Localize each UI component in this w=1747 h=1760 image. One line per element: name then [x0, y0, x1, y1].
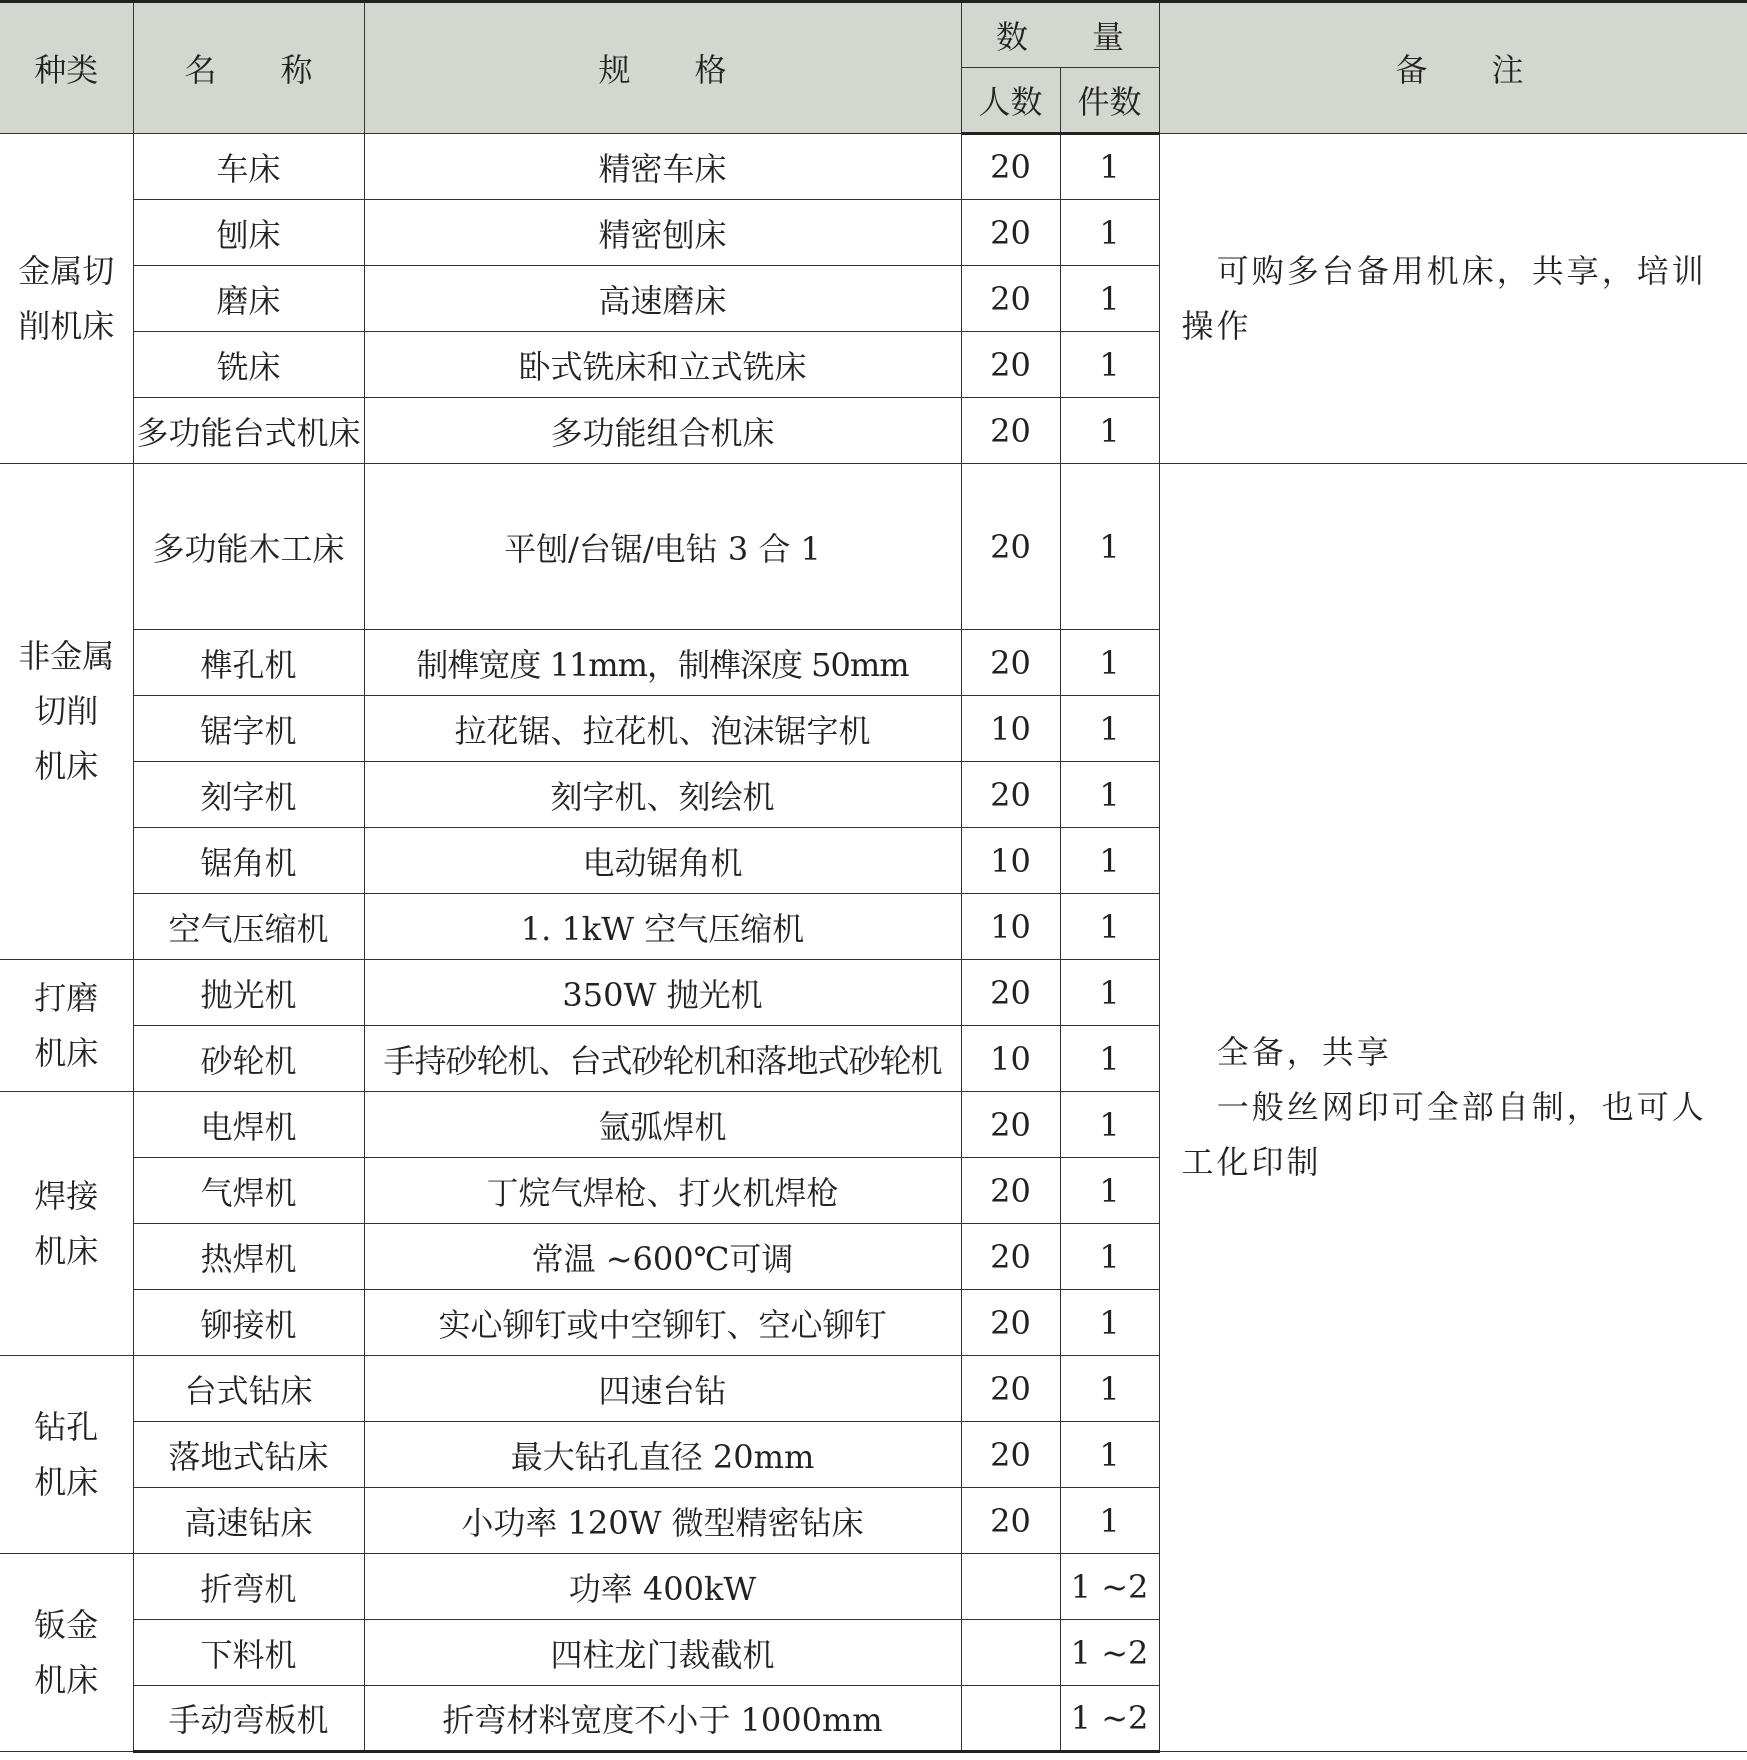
- item-name: 手动弯板机: [133, 1686, 364, 1752]
- item-people: 20: [961, 200, 1060, 266]
- item-spec: 小功率 120W 微型精密钻床: [364, 1488, 961, 1554]
- item-pieces: 1: [1060, 332, 1159, 398]
- item-people: 20: [961, 332, 1060, 398]
- item-spec: 多功能组合机床: [364, 398, 961, 464]
- remark-line: 可购多台备用机床，共享，培训操作: [1181, 251, 1707, 345]
- item-people: 20: [961, 1488, 1060, 1554]
- header-name: 名 称: [133, 2, 364, 134]
- item-pieces: 1: [1060, 1488, 1159, 1554]
- item-spec: 刻字机、刻绘机: [364, 762, 961, 828]
- item-spec: 手持砂轮机、台式砂轮机和落地式砂轮机: [364, 1026, 961, 1092]
- item-people: 20: [961, 464, 1060, 630]
- item-people: 10: [961, 1026, 1060, 1092]
- item-people: 20: [961, 1356, 1060, 1422]
- item-people: 10: [961, 894, 1060, 960]
- item-pieces: 1: [1060, 1290, 1159, 1356]
- item-people: [961, 1620, 1060, 1686]
- header-category: 种类: [0, 2, 133, 134]
- item-spec: 常温 ~600℃可调: [364, 1224, 961, 1290]
- item-people: 20: [961, 630, 1060, 696]
- item-pieces: 1 ~2: [1060, 1554, 1159, 1620]
- header-quantity: 数 量: [961, 2, 1159, 68]
- item-name: 折弯机: [133, 1554, 364, 1620]
- item-spec: 精密刨床: [364, 200, 961, 266]
- item-spec: 精密车床: [364, 134, 961, 200]
- item-name: 多功能台式机床: [133, 398, 364, 464]
- item-name: 多功能木工床: [133, 464, 364, 630]
- table-row: [0, 134, 1747, 200]
- item-pieces: 1: [1060, 134, 1159, 200]
- remark-line: 一般丝网印可全部自制，也可人工化印制: [1181, 1088, 1707, 1181]
- item-spec: 高速磨床: [364, 266, 961, 332]
- item-people: 10: [961, 828, 1060, 894]
- item-name: 榫孔机: [133, 630, 364, 696]
- category-cell: [0, 1554, 133, 1752]
- item-pieces: 1: [1060, 1092, 1159, 1158]
- category-line: 机床: [34, 1231, 99, 1270]
- item-pieces: 1: [1060, 464, 1159, 630]
- item-spec: 四柱龙门裁截机: [364, 1620, 961, 1686]
- category-cell: [0, 464, 133, 960]
- item-pieces: 1: [1060, 960, 1159, 1026]
- category-line: 机床: [34, 1660, 99, 1699]
- item-pieces: 1: [1060, 1026, 1159, 1092]
- category-line: 削机床: [18, 306, 115, 345]
- item-spec: 氩弧焊机: [364, 1092, 961, 1158]
- remark-cell: [1159, 134, 1747, 464]
- item-name: 锯字机: [133, 696, 364, 762]
- item-spec: 四速台钻: [364, 1356, 961, 1422]
- header-spec: 规 格: [364, 2, 961, 134]
- item-pieces: 1: [1060, 1158, 1159, 1224]
- item-pieces: 1: [1060, 1224, 1159, 1290]
- item-pieces: 1: [1060, 762, 1159, 828]
- item-name: 磨床: [133, 266, 364, 332]
- item-name: 刻字机: [133, 762, 364, 828]
- item-name: 下料机: [133, 1620, 364, 1686]
- item-people: 20: [961, 398, 1060, 464]
- item-pieces: 1: [1060, 828, 1159, 894]
- item-pieces: 1: [1060, 266, 1159, 332]
- item-spec: 功率 400kW: [364, 1554, 961, 1620]
- item-pieces: 1: [1060, 200, 1159, 266]
- item-people: 20: [961, 1224, 1060, 1290]
- category-cell: [0, 960, 133, 1092]
- remark-cell: [1159, 464, 1747, 1752]
- item-people: [961, 1554, 1060, 1620]
- item-pieces: 1: [1060, 630, 1159, 696]
- item-pieces: 1 ~2: [1060, 1620, 1159, 1686]
- item-spec: 平刨/台锯/电钻 3 合 1: [364, 464, 961, 630]
- item-spec: 最大钻孔直径 20mm: [364, 1422, 961, 1488]
- item-pieces: 1: [1060, 398, 1159, 464]
- category-line: 机床: [34, 747, 99, 785]
- item-people: 20: [961, 960, 1060, 1026]
- category-line: 打磨: [34, 978, 99, 1017]
- item-spec: 电动锯角机: [364, 828, 961, 894]
- item-name: 铣床: [133, 332, 364, 398]
- item-people: 10: [961, 696, 1060, 762]
- item-name: 气焊机: [133, 1158, 364, 1224]
- category-line: 非金属: [18, 637, 115, 675]
- item-name: 落地式钻床: [133, 1422, 364, 1488]
- remark-line: 全备，共享: [1216, 1033, 1392, 1071]
- item-name: 空气压缩机: [133, 894, 364, 960]
- item-name: 高速钻床: [133, 1488, 364, 1554]
- item-people: 20: [961, 1158, 1060, 1224]
- item-pieces: 1: [1060, 696, 1159, 762]
- item-people: 20: [961, 1422, 1060, 1488]
- item-people: 20: [961, 1290, 1060, 1356]
- table-body: [0, 134, 1747, 1752]
- item-name: 抛光机: [133, 960, 364, 1026]
- item-pieces: 1: [1060, 1356, 1159, 1422]
- category-line: 机床: [34, 1462, 99, 1501]
- category-cell: [0, 134, 133, 464]
- item-pieces: 1: [1060, 894, 1159, 960]
- category-cell: [0, 1356, 133, 1554]
- category-line: 钣金: [34, 1605, 99, 1644]
- item-spec: 1. 1kW 空气压缩机: [364, 894, 961, 960]
- item-people: 20: [961, 762, 1060, 828]
- item-name: 热焊机: [133, 1224, 364, 1290]
- category-line: 机床: [34, 1033, 99, 1072]
- header-pieces: 件数: [1060, 68, 1159, 134]
- item-spec: 350W 抛光机: [364, 960, 961, 1026]
- header-remark: 备 注: [1159, 2, 1747, 134]
- item-name: 砂轮机: [133, 1026, 364, 1092]
- category-line: 金属切: [18, 251, 115, 290]
- item-spec: 卧式铣床和立式铣床: [364, 332, 961, 398]
- item-name: 电焊机: [133, 1092, 364, 1158]
- item-people: 20: [961, 266, 1060, 332]
- item-spec: 折弯材料宽度不小于 1000mm: [364, 1686, 961, 1752]
- item-spec: 拉花锯、拉花机、泡沫锯字机: [364, 696, 961, 762]
- category-line: 焊接: [34, 1176, 99, 1215]
- item-pieces: 1: [1060, 1422, 1159, 1488]
- item-people: 20: [961, 134, 1060, 200]
- item-name: 铆接机: [133, 1290, 364, 1356]
- category-line: 切削: [34, 692, 99, 730]
- category-line: 钻孔: [34, 1407, 99, 1446]
- item-pieces: 1 ~2: [1060, 1686, 1159, 1752]
- header-people: 人数: [961, 68, 1060, 134]
- item-spec: 制榫宽度 11mm，制榫深度 50mm: [364, 630, 961, 696]
- item-people: [961, 1686, 1060, 1752]
- item-people: 20: [961, 1092, 1060, 1158]
- item-name: 台式钻床: [133, 1356, 364, 1422]
- category-cell: [0, 1092, 133, 1356]
- table-row: [0, 464, 1747, 630]
- item-name: 刨床: [133, 200, 364, 266]
- item-spec: 丁烷气焊枪、打火机焊枪: [364, 1158, 961, 1224]
- item-spec: 实心铆钉或中空铆钉、空心铆钉: [364, 1290, 961, 1356]
- item-name: 车床: [133, 134, 364, 200]
- item-name: 锯角机: [133, 828, 364, 894]
